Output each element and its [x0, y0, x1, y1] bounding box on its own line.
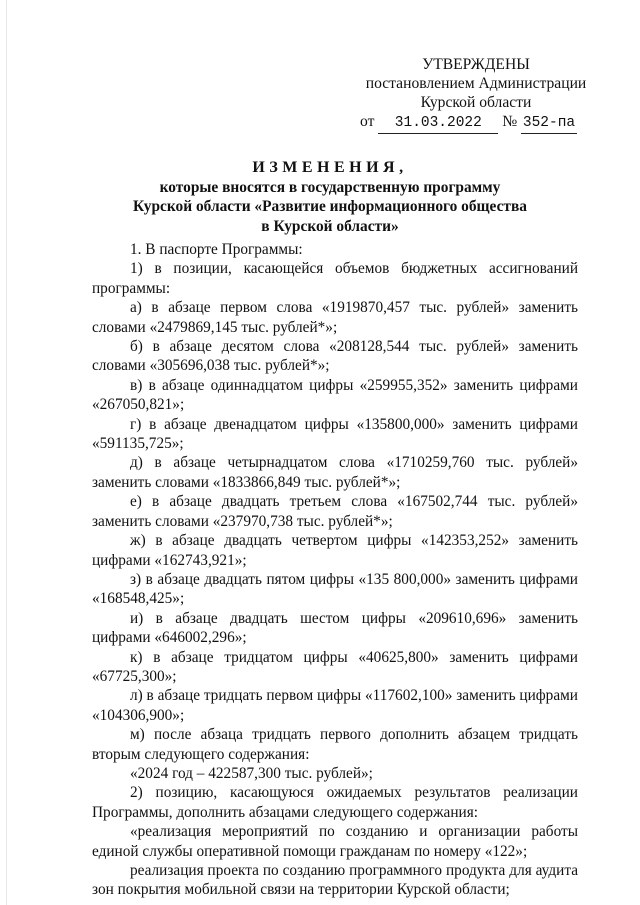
- paragraph: «2024 год – 422587,300 тыс. рублей»;: [130, 764, 373, 782]
- paragraph: г) в абзаце двенадцатом цифры «135800,000» заменить цифрами «591135,725»;: [92, 415, 578, 453]
- approval-date-row: [360, 112, 592, 134]
- approval-number: 352-па: [521, 114, 577, 134]
- approval-region: Курской области: [420, 94, 532, 111]
- paragraph: в) в абзаце одиннадцатом цифры «259955,352» заменить цифрами «267050,821»;: [92, 376, 578, 414]
- title-line-4: в Курской области»: [261, 217, 399, 235]
- paragraph: «реализация мероприятий по созданию и организации работы единой службы оперативной помощи гражданам по номеру «122»;: [92, 823, 578, 860]
- date-prefix: от: [360, 113, 375, 130]
- left-scan-edge: [6, 0, 7, 905]
- paragraph: л) в абзаце тридцать первом цифры «117602,100» заменить цифрами «104306,900»;: [92, 687, 578, 724]
- paragraph: реализация проекта по созданию программного продукта для аудита зон покрытия мобильной связи на территории Курской области;: [92, 862, 578, 899]
- paragraph: и) в абзаце двадцать шестом цифры «209610,696» заменить цифрами «646002,296»;: [92, 609, 578, 647]
- paragraph: е) в абзаце двадцать третьем слова «167502,744 тыс. рублей» заменить словами «237970,738 тыс. рублей*»;: [92, 493, 578, 530]
- title-line-3: Курской области «Развитие информационного общества: [133, 198, 527, 215]
- document-title: [100, 158, 560, 236]
- approval-heading: УТВЕРЖДЕНЫ: [422, 56, 530, 73]
- title-main: ИЗМЕНЕНИЯ,: [252, 159, 408, 176]
- document-body: [92, 240, 578, 900]
- paragraph: 1. В паспорте Программы:: [130, 241, 303, 258]
- title-line-2: которые вносятся в государственную программу: [159, 178, 501, 196]
- number-prefix: №: [502, 113, 518, 130]
- paragraph: ж) в абзаце двадцать четвертом цифры «142353,252» заменить цифрами «162743,921»;: [92, 532, 578, 569]
- paragraph: 2) позицию, касающуюся ожидаемых результатов реализации Программы, дополнить абзацами следующего содержания:: [92, 784, 578, 821]
- paragraph: 1) в позиции, касающейся объемов бюджетных ассигнований программы:: [92, 260, 578, 297]
- paragraph: д) в абзаце четырнадцатом слова «1710259,760 тыс. рублей» заменить словами «1833866,849 тыс. рублей*»;: [92, 454, 578, 491]
- paragraph: к) в абзаце тридцатом цифры «40625,800» заменить цифрами «67725,300»;: [92, 648, 578, 685]
- paragraph: м) после абзаца тридцать первого дополнить абзацем тридцать вторым следующего содержания:: [92, 726, 578, 763]
- paragraph: з) в абзаце двадцать пятом цифры «135 800,000» заменить цифрами «168548,425»;: [92, 570, 578, 608]
- approval-issuer: постановлением Администрации: [365, 75, 587, 92]
- paragraph: б) в абзаце десятом слова «208128,544 тыс. рублей» заменить словами «305696,038 тыс. рублей*»;: [92, 338, 578, 375]
- approval-date: 31.03.2022: [378, 114, 498, 134]
- approval-stamp: [360, 55, 592, 134]
- paragraph: а) в абзаце первом слова «1919870,457 тыс. рублей» заменить словами «2479869,145 тыс. рублей*»;: [92, 299, 578, 336]
